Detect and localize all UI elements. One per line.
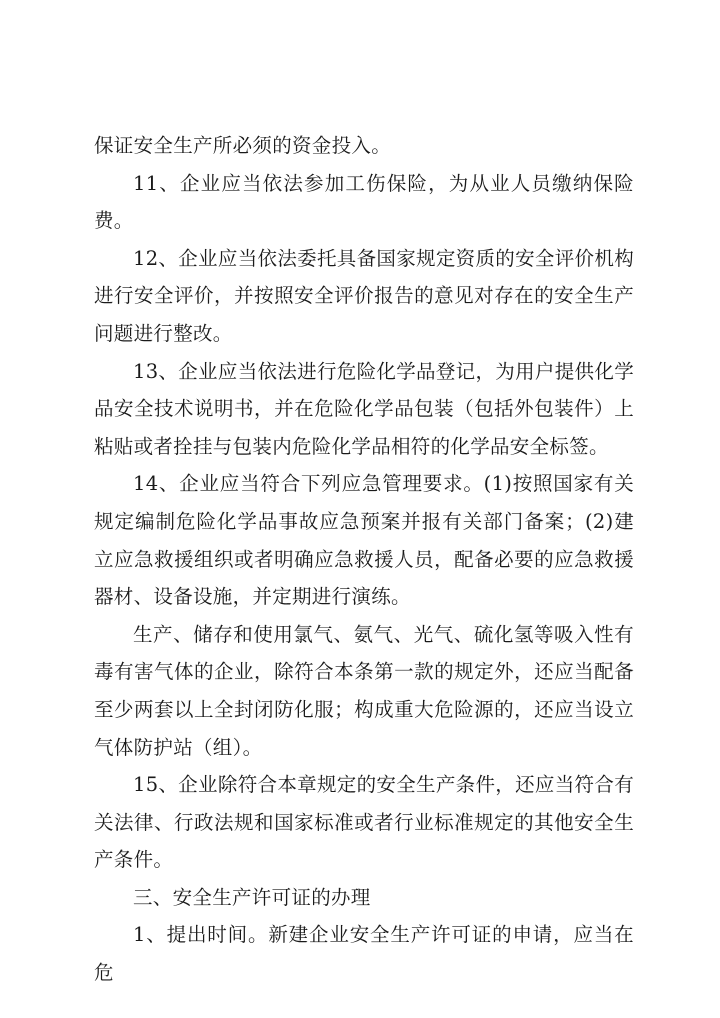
paragraph-submission-time: 1、提出时间。新建企业安全生产许可证的申请，应当在危 — [94, 923, 634, 985]
paragraph-continuation: 保证安全生产所必须的资金投入。 — [94, 134, 392, 157]
paragraph-item-11: 11、企业应当依法参加工伤保险，为从业人员缴纳保险费。 — [94, 171, 634, 233]
paragraph-item-12: 12、企业应当依法委托具备国家规定资质的安全评价机构进行安全评价，并按照安全评价报告的意见对存在的安全生产问题进行整改。 — [94, 246, 634, 345]
document-body — [94, 127, 634, 992]
paragraph-toxic-gas: 生产、储存和使用氯气、氨气、光气、硫化氢等吸入性有毒有害气体的企业，除符合本条第一款的规定外，还应当配备至少两套以上全封闭防化服；构成重大危险源的，还应当设立气体防护站（组）。 — [94, 622, 634, 759]
paragraph-item-14: 14、企业应当符合下列应急管理要求。(1)按照国家有关规定编制危险化学品事故应急预案并报有关部门备案；(2)建立应急救援组织或者明确应急救援人员，配备必要的应急救援器材、设备设施，并定期进行演练。 — [94, 472, 634, 609]
paragraph-item-13: 13、企业应当依法进行危险化学品登记，为用户提供化学品安全技术说明书，并在危险化学品包装（包括外包装件）上粘贴或者拴挂与包装内危险化学品相符的化学品安全标签。 — [94, 359, 634, 458]
section-heading: 三、安全生产许可证的办理 — [133, 885, 371, 909]
paragraph-item-15: 15、企业除符合本章规定的安全生产条件，还应当符合有关法律、行政法规和国家标准或者行业标准规定的其他安全生产条件。 — [94, 773, 634, 872]
